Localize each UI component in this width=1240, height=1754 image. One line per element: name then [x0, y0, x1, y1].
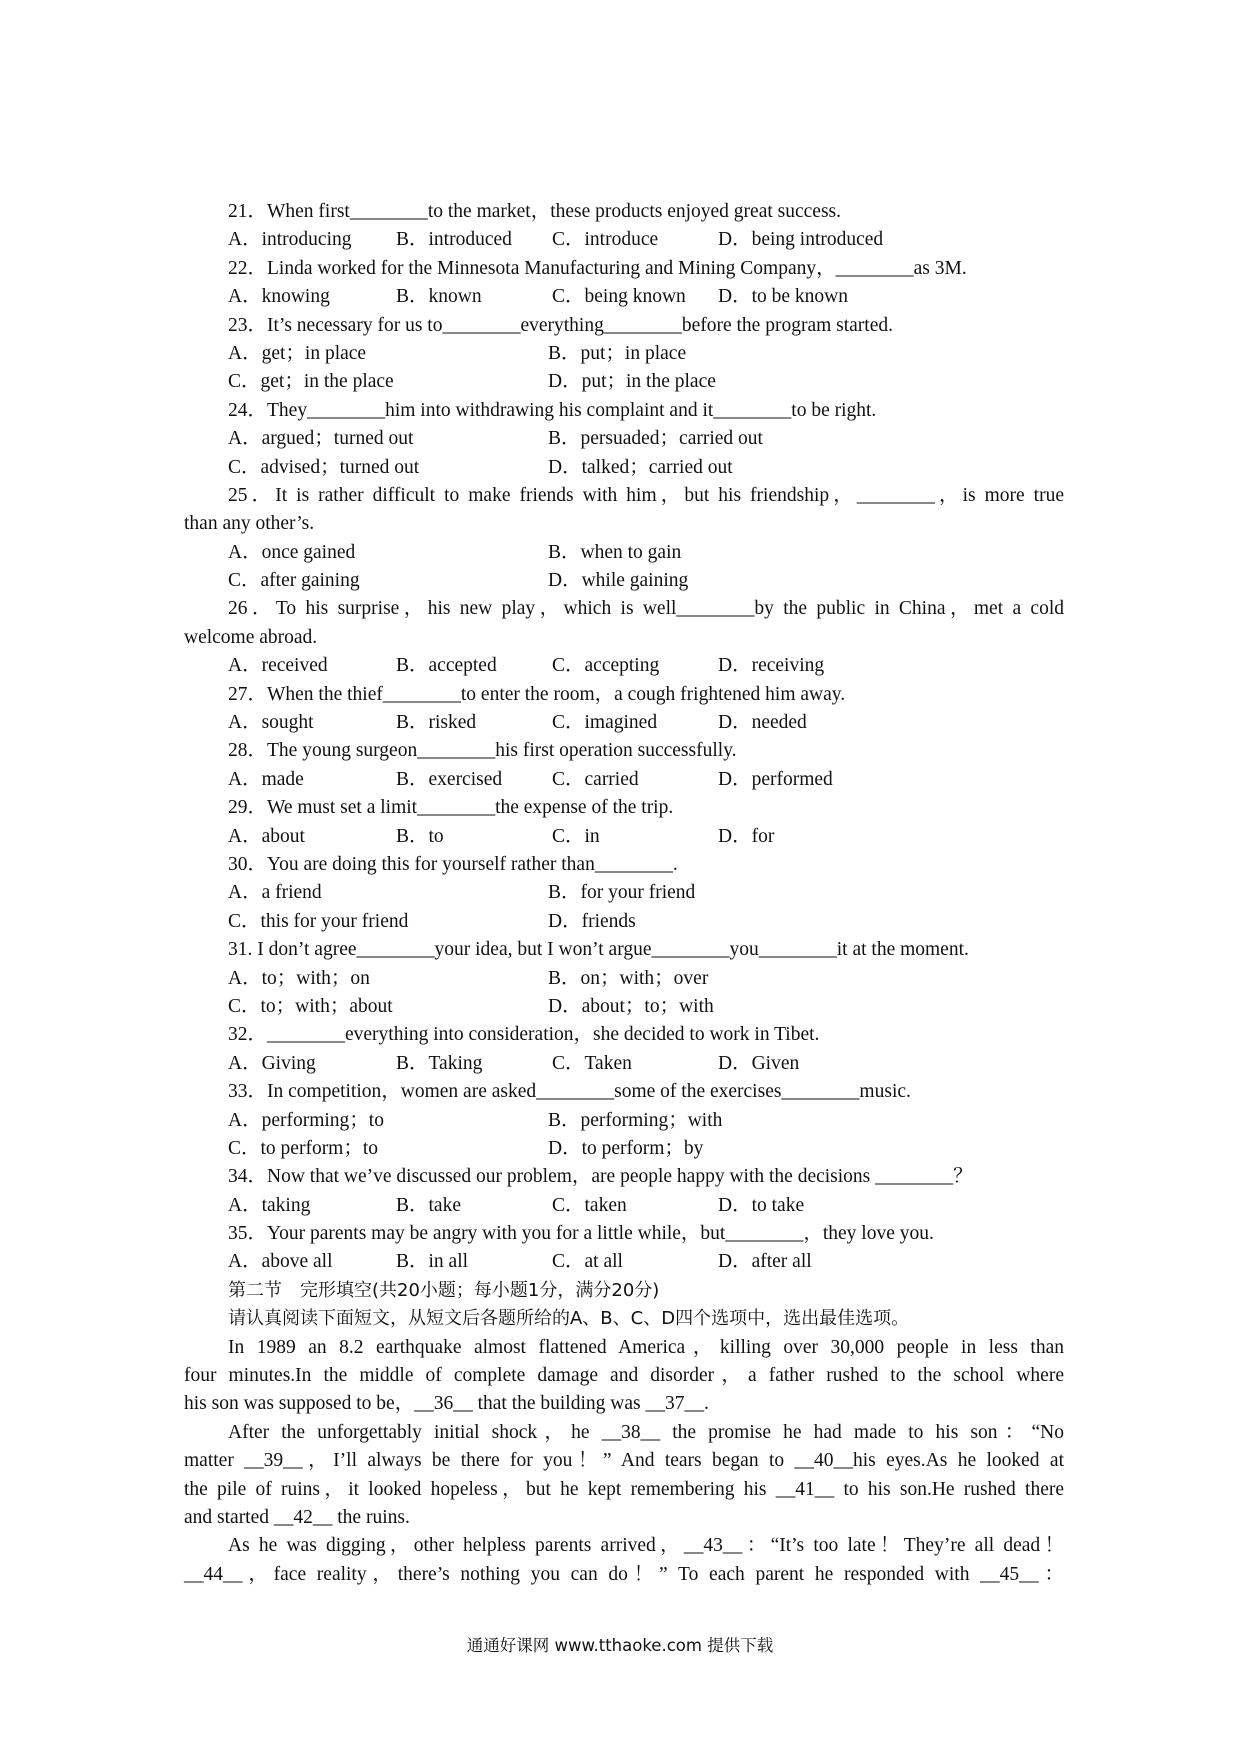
- passage-line: In 1989 an 8.2 earthquake almost flattened America，killing over 30,000 people in less than: [228, 1336, 1064, 1358]
- passage-line: As he was digging，other helpless parents arrived，__43__：“It’s too late！They’re all dead！: [228, 1535, 1064, 1557]
- option-c: C．advised；turned out: [228, 456, 420, 478]
- option-d: D．to perform；by: [548, 1137, 704, 1159]
- option-a: A．introducing: [228, 229, 352, 251]
- question-stem: 24．They________him into withdrawing his complaint and it________to be right.: [228, 399, 877, 421]
- option-a: A．once gained: [228, 541, 356, 563]
- option-a: A．get；in place: [228, 342, 367, 364]
- options-line: [184, 652, 1064, 680]
- options-line: [184, 965, 1064, 993]
- question-stem: 27．When the thief________to enter the room，a cough frightened him away.: [228, 683, 846, 705]
- option-c: C．imagined: [552, 712, 658, 734]
- option-b: B．for your friend: [548, 882, 696, 904]
- option-a: A．to；with；on: [228, 967, 370, 989]
- option-a: A．performing；to: [228, 1109, 384, 1131]
- option-c: C．after gaining: [228, 570, 360, 592]
- option-c: C．to；with；about: [228, 995, 393, 1017]
- options-line: [184, 340, 1064, 368]
- options-line: [184, 823, 1064, 851]
- section-instruction: 请认真阅读下面短文，从短文后各题所给的A、B、C、D四个选项中，选出最佳选项。: [228, 1308, 910, 1330]
- option-a: A．made: [228, 768, 304, 790]
- question-block: [184, 1078, 1064, 1163]
- question-block: [184, 681, 1064, 738]
- options-line: [184, 1192, 1064, 1220]
- question-stem: 26．To his surprise，his new play，which is well________by the public in China，met a cold: [228, 598, 1064, 620]
- question-block: [184, 1220, 1064, 1277]
- question-stem: 22．Linda worked for the Minnesota Manufacturing and Mining Company，________as 3M.: [228, 257, 967, 279]
- option-d: D．to be known: [718, 286, 848, 308]
- question-stem: 21．When first________to the market，these products enjoyed great success.: [228, 201, 842, 222]
- options-line: [184, 425, 1064, 453]
- question-block: [184, 255, 1064, 312]
- option-d: D．needed: [718, 712, 807, 734]
- option-b: B．Taking: [396, 1052, 483, 1074]
- option-a: A．taking: [228, 1194, 311, 1216]
- options-line: [184, 766, 1064, 794]
- question-block: [184, 482, 1064, 596]
- question-stem-continued: welcome abroad.: [184, 626, 318, 648]
- options-line: [184, 1248, 1064, 1276]
- option-c: C．Taken: [552, 1052, 632, 1074]
- option-d: D．while gaining: [548, 570, 689, 592]
- option-c: C．accepting: [552, 655, 660, 677]
- options-line: [184, 226, 1064, 254]
- question-stem: 28．The young surgeon________his first operation successfully.: [228, 740, 737, 762]
- option-a: A．Giving: [228, 1052, 316, 1074]
- question-stem: 35．Your parents may be angry with you for a little while，but________，they love you.: [228, 1223, 934, 1245]
- options-line: [184, 1107, 1064, 1135]
- option-b: B．to: [396, 825, 444, 847]
- option-c: C．to perform；to: [228, 1137, 379, 1159]
- option-a: A．about: [228, 825, 305, 847]
- passage-line: matter __39__，I’ll always be there for you！” And tears began to __40__his eyes.As he looked at: [184, 1450, 1064, 1472]
- options-line: [184, 908, 1064, 936]
- option-d: D．receiving: [718, 655, 825, 677]
- option-a: A．above all: [228, 1251, 333, 1273]
- question-stem-continued: than any other’s.: [184, 513, 315, 535]
- options-line: [184, 1050, 1064, 1078]
- question-stem: 32．________everything into consideration，she decided to work in Tibet.: [228, 1024, 820, 1046]
- option-b: B．on；with；over: [548, 967, 709, 989]
- question-block: [184, 312, 1064, 397]
- option-a: A．argued；turned out: [228, 428, 414, 450]
- passage-line: __44__，face reality，there’s nothing you can do！” To each parent he responded with __45__：: [184, 1563, 1064, 1585]
- question-stem: 34．Now that we’ve discussed our problem，are people happy with the decisions ________？: [228, 1166, 973, 1188]
- question-block: [184, 936, 1064, 1021]
- options-line: [184, 993, 1064, 1021]
- question-stem: 33．In competition，women are asked________some of the exercises________music.: [228, 1081, 911, 1103]
- question-block: [184, 1021, 1064, 1078]
- option-c: C．at all: [552, 1251, 623, 1273]
- question-block: [184, 1163, 1064, 1220]
- option-b: B．when to gain: [548, 541, 682, 563]
- option-a: A．knowing: [228, 286, 330, 308]
- option-b: B．take: [396, 1194, 461, 1216]
- option-b: B．known: [396, 286, 482, 308]
- question-stem: 23．It’s necessary for us to________everything________before the program started.: [228, 314, 893, 336]
- option-d: D．friends: [548, 910, 636, 932]
- option-c: C．in: [552, 825, 600, 847]
- footer-text: 通通好课网 www.tthaoke.com 提供下载: [466, 1636, 774, 1655]
- option-d: D．to take: [718, 1194, 805, 1216]
- options-line: [184, 879, 1064, 907]
- question-stem: 30．You are doing this for yourself rather than________.: [228, 853, 678, 875]
- question-stem: 29．We must set a limit________the expense of the trip.: [228, 797, 674, 819]
- option-c: C．get；in the place: [228, 371, 394, 393]
- option-b: B．in all: [396, 1251, 469, 1273]
- option-c: C．carried: [552, 768, 639, 790]
- option-b: B．risked: [396, 712, 477, 734]
- option-d: D．performed: [718, 768, 833, 790]
- option-c: C．introduce: [552, 229, 659, 251]
- option-b: B．performing；with: [548, 1109, 723, 1131]
- options-line: [184, 709, 1064, 737]
- option-d: D．after all: [718, 1251, 812, 1273]
- option-a: A．sought: [228, 712, 314, 734]
- options-line: [184, 567, 1064, 595]
- section-heading: 第二节 完形填空(共20小题；每小题1分，满分20分): [228, 1279, 660, 1301]
- question-block: [184, 397, 1064, 482]
- option-c: C．this for your friend: [228, 910, 409, 932]
- passage-line: his son was supposed to be，__36__ that the building was __37__.: [184, 1393, 709, 1415]
- option-b: B．put；in place: [548, 342, 687, 364]
- options-line: [184, 368, 1064, 396]
- question-block: [184, 794, 1064, 851]
- question-stem: 31. I don’t agree________your idea, but I won’t argue________you________it at the moment.: [228, 939, 969, 961]
- option-d: D．for: [718, 825, 775, 847]
- option-b: B．accepted: [396, 655, 497, 677]
- option-d: D．put；in the place: [548, 371, 716, 393]
- option-a: A．a friend: [228, 882, 322, 904]
- passage-line: After the unforgettably initial shock，he __38__ the promise he had made to his son：“No: [228, 1421, 1064, 1443]
- option-d: D．about；to；with: [548, 995, 714, 1017]
- options-line: [184, 283, 1064, 311]
- option-b: B．persuaded；carried out: [548, 428, 763, 450]
- question-block: [184, 595, 1064, 680]
- option-c: C．taken: [552, 1194, 627, 1216]
- question-stem: 25．It is rather difficult to make friends with him，but his friendship，________，is more true: [228, 484, 1064, 506]
- question-block: [184, 851, 1064, 936]
- option-c: C．being known: [552, 286, 686, 308]
- option-d: D．Given: [718, 1052, 800, 1074]
- options-line: [184, 539, 1064, 567]
- option-b: B．introduced: [396, 229, 512, 251]
- option-d: D．talked；carried out: [548, 456, 733, 478]
- options-line: [184, 1135, 1064, 1163]
- option-b: B．exercised: [396, 768, 503, 790]
- question-block: [184, 198, 1064, 255]
- passage-line: four minutes.In the middle of complete damage and disorder，a father rushed to the school where: [184, 1365, 1064, 1387]
- question-block: [184, 737, 1064, 794]
- exam-page-content: [184, 198, 1064, 1589]
- option-d: D．being introduced: [718, 229, 884, 251]
- passage-line: the pile of ruins，it looked hopeless，but he kept remembering his __41__ to his son.He rushed there: [184, 1478, 1064, 1500]
- passage-line: and started __42__ the ruins.: [184, 1506, 410, 1528]
- option-a: A．received: [228, 655, 328, 677]
- options-line: [184, 454, 1064, 482]
